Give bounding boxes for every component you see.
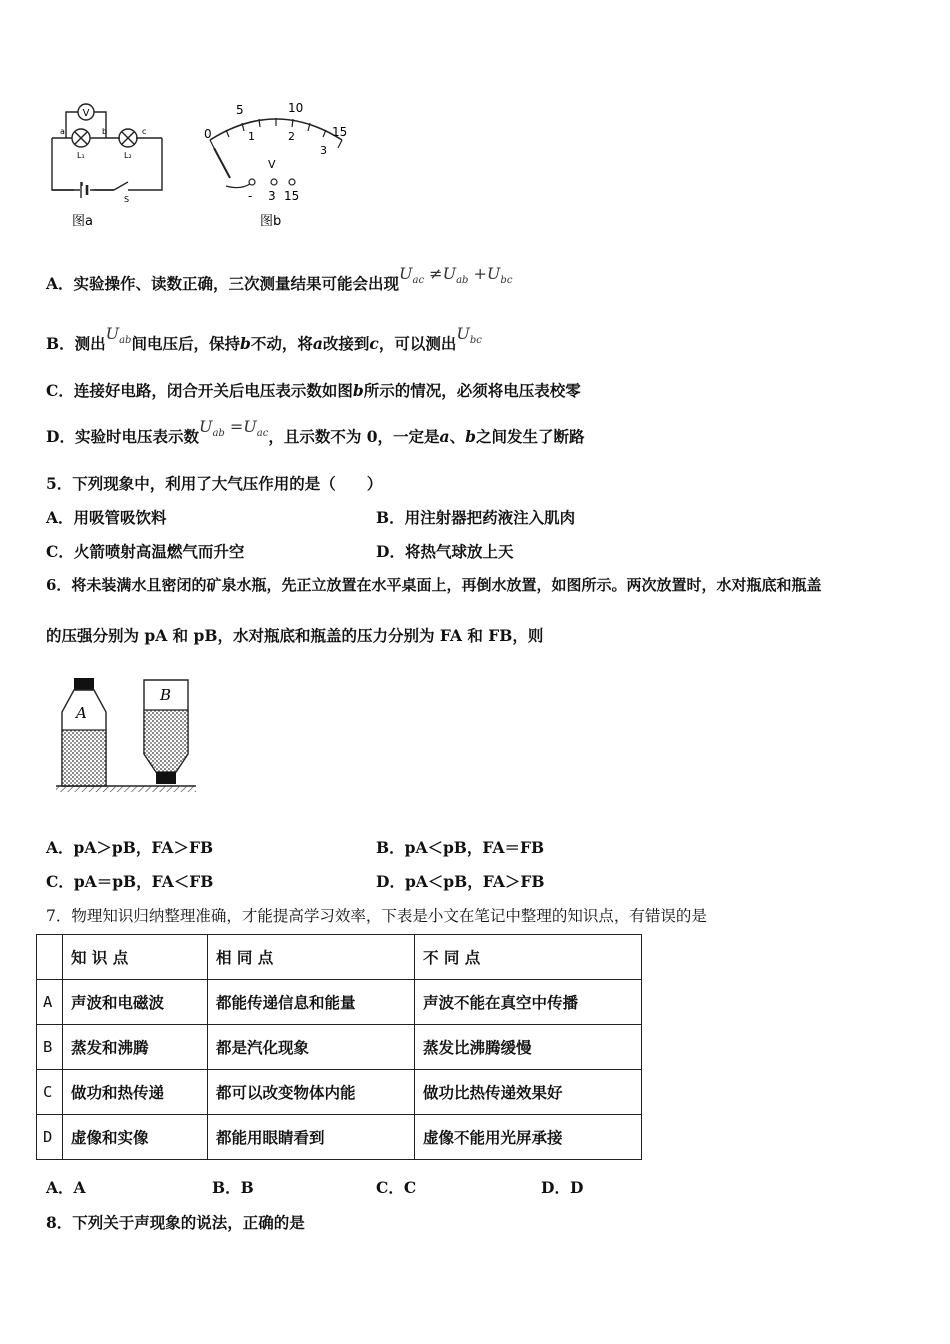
terminal-3: 3 — [268, 189, 276, 203]
q6-option-a: A．pA＞pB，FA＞FB — [46, 838, 214, 857]
circuit-diagram-figure-a — [44, 96, 174, 231]
table-cell: 蒸发和沸腾 — [63, 1025, 208, 1070]
table-cell: D — [37, 1115, 63, 1160]
scale-bottom-2: 2 — [288, 130, 295, 143]
point-c-label: c — [142, 127, 147, 136]
point-a-label: a — [60, 127, 65, 136]
table-row — [37, 980, 642, 1025]
figure-a-caption: 图a — [72, 214, 93, 229]
voltmeter-label: V — [82, 108, 90, 119]
q7-stem: 7．物理知识归纳整理准确，才能提高学习效率，下表是小文在笔记中整理的知识点，有错误的是 — [46, 907, 707, 925]
bottle-a-label: A — [76, 704, 87, 722]
terminal-minus: - — [248, 189, 253, 203]
q6-stem-line1: 6．将未装满水且密闭的矿泉水瓶，先正立放置在水平桌面上，再倒水放置，如图所示。两次放置时，水对瓶底和瓶盖 — [46, 576, 822, 594]
meter-symbol: V — [268, 158, 276, 171]
table-cell: 都可以改变物体内能 — [208, 1070, 415, 1115]
table-surface — [56, 786, 196, 792]
table-cell: 虚像不能用光屏承接 — [415, 1115, 642, 1160]
q4-option-c: C．连接好电路，闭合开关后电压表示数如图b所示的情况，必须将电压表校零 — [46, 381, 581, 400]
q8-stem: 8．下列关于声现象的说法，正确的是 — [46, 1213, 305, 1232]
q4-option-a: A．实验操作、读数正确，三次测量结果可能会出现$U_{ac} \ne U_{ab} +U_{bc}$ — [46, 264, 513, 293]
math-uab-eq-uac: $U_{ab} =U_{ac}$ — [198, 417, 269, 440]
voltmeter-dial-figure-b — [196, 98, 356, 233]
bottle-a-cap — [74, 678, 94, 690]
table-cell: A — [37, 980, 63, 1025]
table-cell: 声波和电磁波 — [63, 980, 208, 1025]
scale-bottom-1: 1 — [248, 130, 255, 143]
table-header-cell: 不 同 点 — [415, 935, 642, 980]
math-uab: $U_{ab}$ — [105, 324, 132, 347]
table-cell: 虚像和实像 — [63, 1115, 208, 1160]
q6-stem-line2: 的压强分别为 pA 和 pB，水对瓶底和瓶盖的压力分别为 FA 和 FB，则 — [46, 626, 544, 645]
table-cell: B — [37, 1025, 63, 1070]
table-cell: 做功比热传递效果好 — [415, 1070, 642, 1115]
q6-option-b: B．pA＜pB，FA＝FB — [376, 838, 545, 857]
scale-bottom-3: 3 — [320, 144, 327, 157]
q6-option-c: C．pA＝pB，FA＜FB — [46, 872, 214, 891]
q5-option-c: C．火箭喷射高温燃气而升空 — [46, 542, 245, 561]
lamp-l1-label: L₁ — [77, 151, 85, 160]
table-header-cell: 知 识 点 — [63, 935, 208, 980]
table-cell: 做功和热传递 — [63, 1070, 208, 1115]
scale-top-10: 10 — [288, 101, 304, 115]
q5-option-d: D．将热气球放上天 — [376, 542, 514, 561]
table-cell: 都是汽化现象 — [208, 1025, 415, 1070]
q4-option-d: D．实验时电压表示数$U_{ab} =U_{ac}$，且示数不为 0，一定是a、b之间发生了断路 — [46, 417, 585, 446]
q5-stem: 5．下列现象中，利用了大气压作用的是（ ） — [46, 474, 383, 493]
q6-option-d: D．pA＜pB，FA＞FB — [376, 872, 545, 891]
bottle-b-water — [144, 710, 188, 772]
q7-option-d: D．D — [541, 1178, 584, 1197]
table-cell: 都能用眼睛看到 — [208, 1115, 415, 1160]
figure-b-caption: 图b — [260, 214, 282, 229]
scale-top-15: 15 — [332, 125, 348, 139]
scale-top-5: 5 — [236, 103, 244, 117]
math-uac-neq: $U_{ac} \ne U_{ab} +U_{bc}$ — [399, 264, 513, 287]
q7-option-c: C．C — [376, 1178, 417, 1197]
table-header-cell: 相 同 点 — [208, 935, 415, 980]
table-header-row — [37, 935, 642, 980]
bottle-b-label: B — [160, 686, 172, 704]
knowledge-table — [36, 934, 642, 1160]
table-row — [37, 1115, 642, 1160]
table-cell: C — [37, 1070, 63, 1115]
table-row — [37, 1070, 642, 1115]
q5-option-a: A．用吸管吸饮料 — [46, 508, 167, 527]
table-header-cell — [37, 935, 63, 980]
math-ubc: $U_{bc}$ — [456, 324, 482, 347]
terminal-15: 15 — [284, 189, 300, 203]
table-cell: 声波不能在真空中传播 — [415, 980, 642, 1025]
bottle-b-cap — [156, 772, 176, 784]
table-cell: 蒸发比沸腾缓慢 — [415, 1025, 642, 1070]
bottles-figure — [56, 676, 196, 794]
bottle-a-water — [62, 730, 106, 786]
scale-top-0: 0 — [204, 127, 212, 141]
point-b-label: b — [102, 127, 108, 136]
switch-label: S — [124, 195, 130, 204]
table-cell: 都能传递信息和能量 — [208, 980, 415, 1025]
table-row — [37, 1025, 642, 1070]
lamp-l2-label: L₂ — [124, 151, 132, 160]
q4-option-b: B．测出$U_{ab}$间电压后，保持b不动，将a改接到c，可以测出$U_{bc}$ — [46, 324, 482, 353]
q7-option-b: B．B — [212, 1178, 254, 1197]
q5-option-b: B．用注射器把药液注入肌肉 — [376, 508, 576, 527]
q7-option-a: A．A — [46, 1178, 86, 1197]
